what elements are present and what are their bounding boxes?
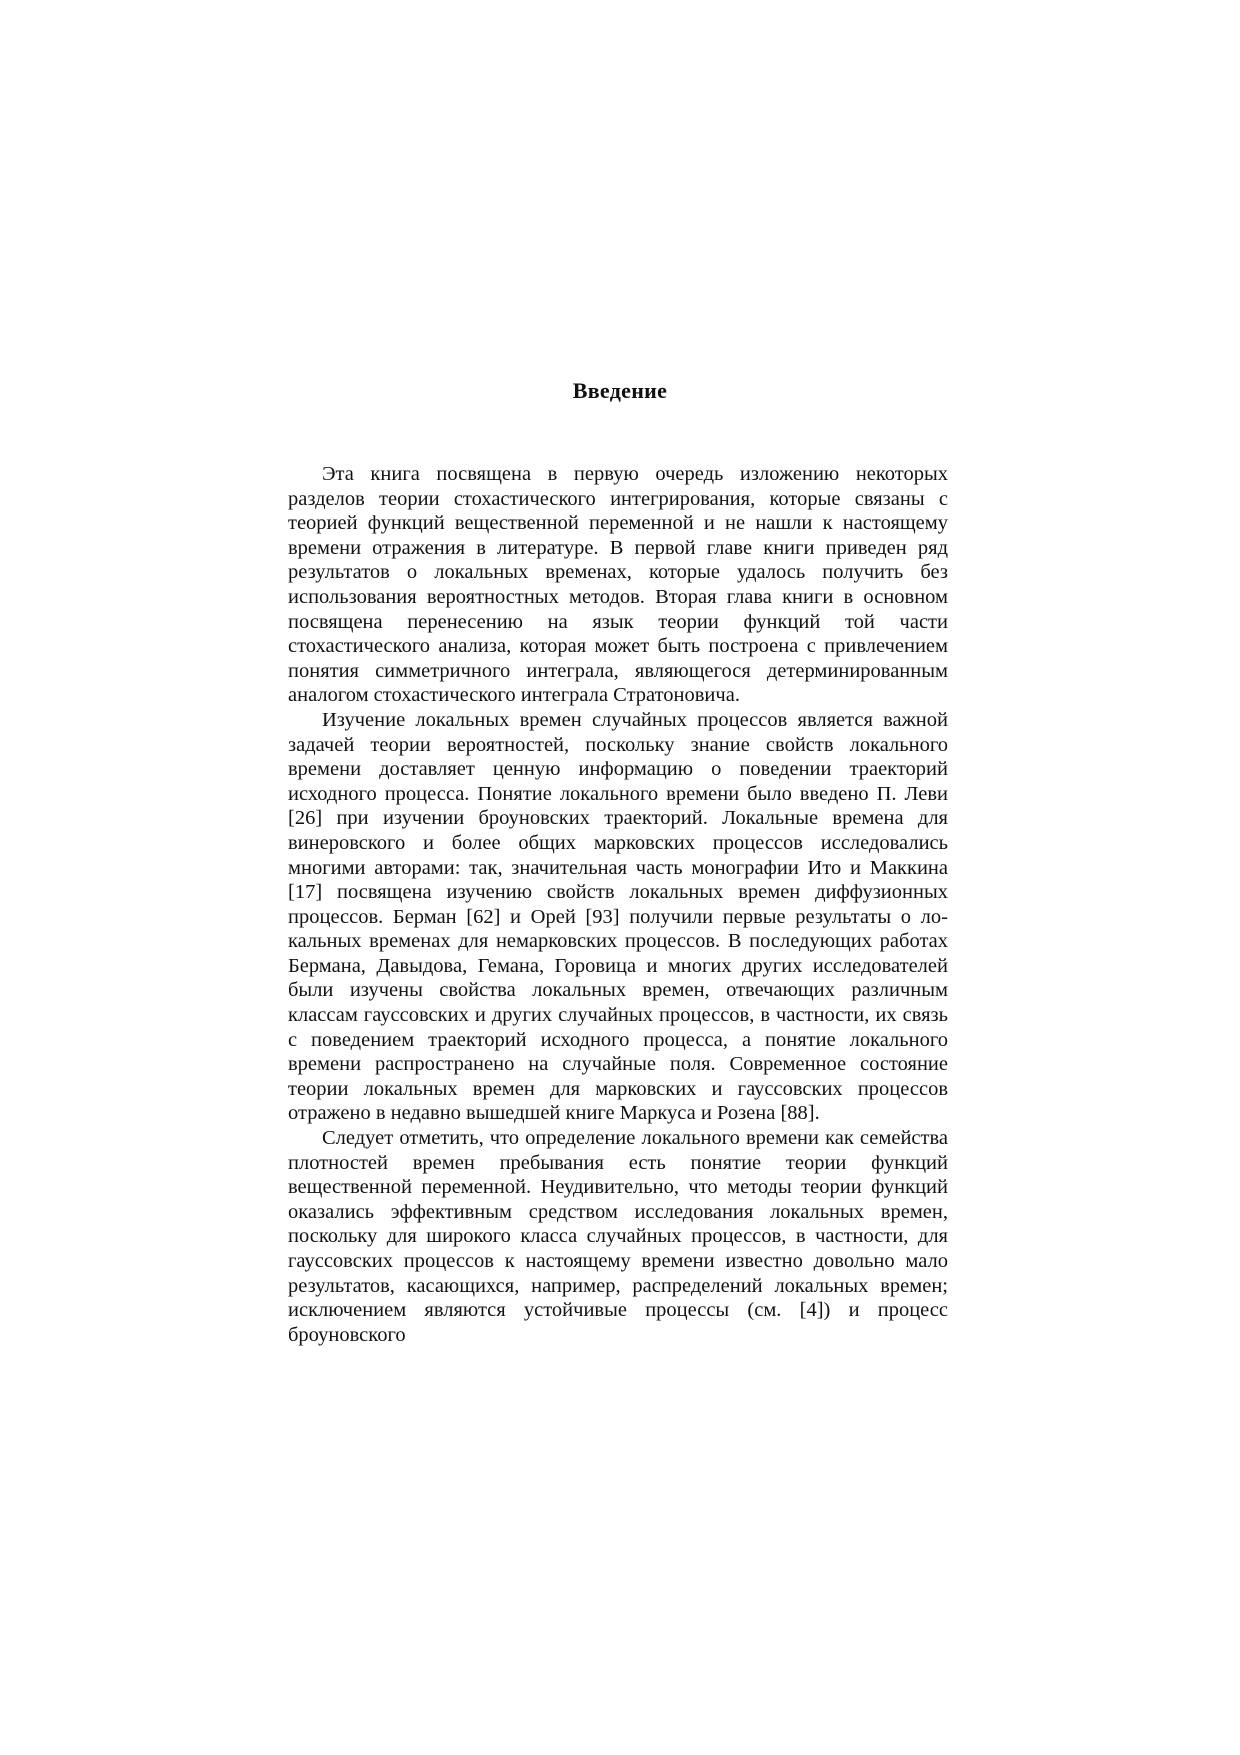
body-text bbox=[288, 462, 948, 1347]
paragraph: Эта книга посвящена в первую очередь изложению некоторых разделов теории стохастического интегрирования, которые связаны с теорией функций вещественной переменной и не нашли к настоящему времени отражения в литературе. В первой главе книги приведен ряд результатов о локальных временах, которые удалось получить без использования вероятностных методов. Вторая глава книги в основном посвящена перенесению на язык теории функций той части стохастического анализа, которая может быть построена с привлечением понятия симметричного интеграла, являющегося детерминированным аналогом стохастического интеграла Стратоновича. bbox=[288, 463, 948, 707]
paragraph: Следует отметить, что определение локального времени как семейства плотностей времен пребывания есть понятие теории функций вещественной переменной. Неудивительно, что методы теории функций оказались эффективным средством исследования локальных времен, поскольку для широкого класса случайных процессов, в частности, для гауссовских процессов к настоящему времени известно довольно мало результатов, касающихся, например, распределений локальных времен; исключением являются устойчивые процессы (см. [4]) и процесс броуновского bbox=[288, 1127, 948, 1346]
chapter-title: Введение bbox=[572, 378, 668, 403]
paragraph: Изучение локальных времен случайных процессов является важной задачей теории вероятностей, поскольку знание свойств локального времени доставляет ценную информацию о поведении траекторий исходного процесса. Понятие локального времени было введено П. Леви [26] при изучении броуновских траекторий. Локальные времена для винеровского и более общих марковских процессов исследовались многими авторами: так, значительная часть монографии Ито и Маккина [17] посвящена изучению свойств локальных времен диффузионных процессов. Берман [62] и Орей [93] получили первые результаты о локальных временах для немарковских процессов. В последующих работах Бермана, Давыдова, Гемана, Горовица и многих других исследователей были изучены свойства локальных времен, отвечающих различным классам гауссовских и других случайных процессов, в частности, их связь с поведением траекторий исходного процесса, а понятие локального времени распространено на случайные поля. Современное состояние теории локальных времен для марковских и гауссовских процессов отражено в недавно вышедшей книге Маркуса и Розена [88]. bbox=[288, 708, 948, 1125]
